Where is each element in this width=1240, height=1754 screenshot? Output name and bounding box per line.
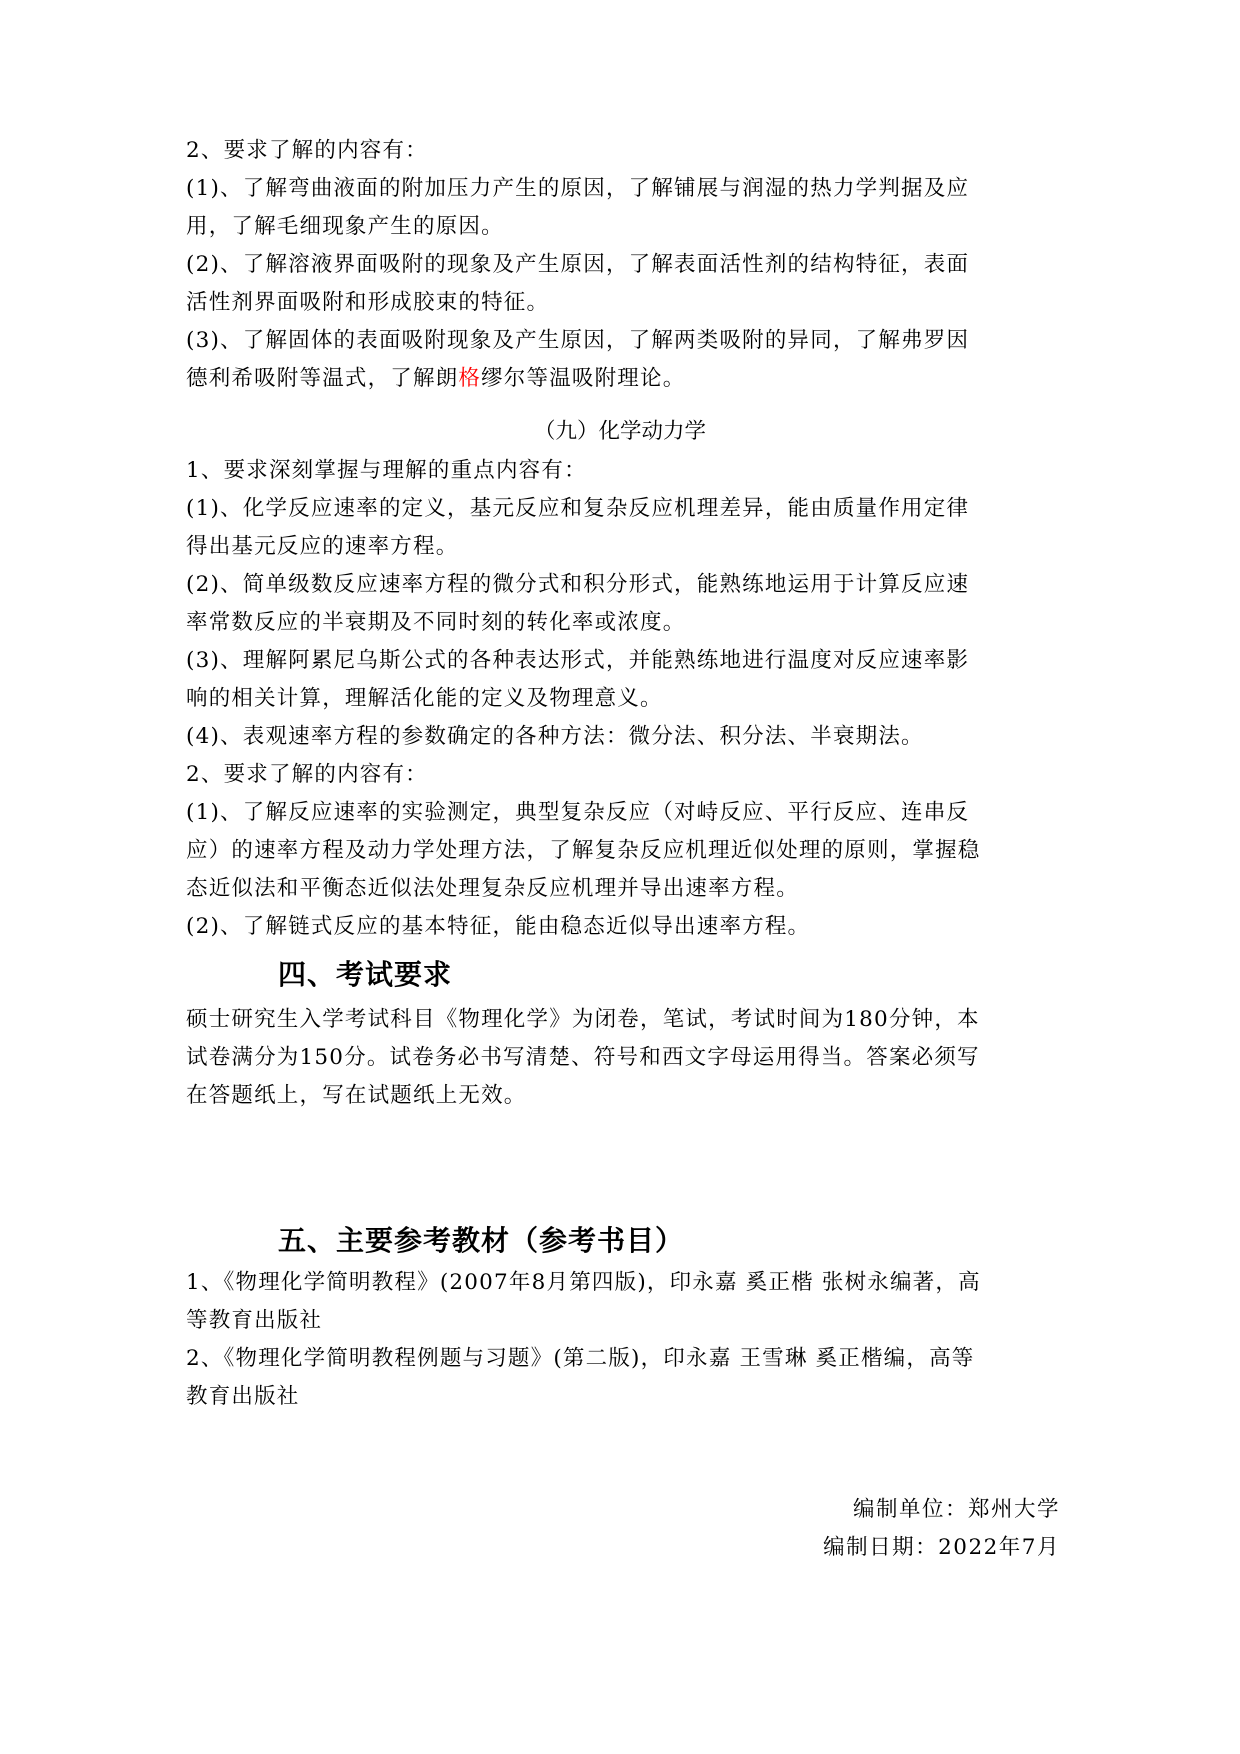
text-line: 试卷满分为150分。试卷务必书写清楚、符号和西文字母运用得当。答案必须写	[186, 1045, 980, 1070]
compiling-unit: 编制单位：郑州大学	[852, 1497, 1060, 1522]
text-line: (2)、了解链式反应的基本特征，能由稳态近似导出速率方程。	[186, 914, 811, 939]
text-line: (1)、了解反应速率的实验测定，典型复杂反应（对峙反应、平行反应、连串反	[186, 800, 970, 825]
text-segment: 德利希吸附等温式，了解朗	[186, 366, 459, 391]
reference-item: 1、《物理化学简明教程》(2007年8月第四版)，印永嘉 奚正楷 张树永编著，高	[186, 1270, 981, 1295]
section-heading: 2、要求了解的内容有：	[186, 762, 428, 787]
text-line: (1)、了解弯曲液面的附加压力产生的原因，了解铺展与润湿的热力学判据及应	[186, 176, 970, 201]
text-line: (4)、表观速率方程的参数确定的各种方法：微分法、积分法、半衰期法。	[186, 724, 924, 749]
text-line: (1)、化学反应速率的定义，基元反应和复杂反应机理差异，能由质量作用定律	[186, 496, 970, 521]
text-line: (3)、了解固体的表面吸附现象及产生原因，了解两类吸附的异同，了解弗罗因	[186, 328, 970, 353]
text-line: 活性剂界面吸附和形成胶束的特征。	[186, 290, 550, 315]
section-heading: 1、要求深刻掌握与理解的重点内容有：	[186, 458, 587, 483]
text-line: (3)、理解阿累尼乌斯公式的各种表达形式，并能熟练地进行温度对反应速率影	[186, 648, 970, 673]
highlighted-char: 格	[458, 366, 482, 391]
reference-item: 2、《物理化学简明教程例题与习题》(第二版)，印永嘉 王雪琳 奚正楷编，高等	[186, 1346, 975, 1371]
text-line: 得出基元反应的速率方程。	[186, 534, 459, 559]
text-line: (2)、简单级数反应速率方程的微分式和积分形式，能熟练地运用于计算反应速	[186, 572, 970, 597]
text-line: 在答题纸上，写在试题纸上无效。	[186, 1083, 527, 1108]
text-line: 应）的速率方程及动力学处理方法，了解复杂反应机理近似处理的原则，掌握稳	[186, 838, 981, 863]
section-title-references: 五、主要参考教材（参考书目）	[278, 1224, 685, 1257]
text-line: 响的相关计算，理解活化能的定义及物理意义。	[186, 686, 663, 711]
text-line: 用，了解毛细现象产生的原因。	[186, 214, 504, 239]
text-line: 硕士研究生入学考试科目《物理化学》为闭卷，笔试，考试时间为180分钟，本	[186, 1007, 980, 1032]
reference-item: 等教育出版社	[186, 1308, 323, 1333]
chapter-title: （九）化学动力学	[533, 419, 706, 444]
text-line: 态近似法和平衡态近似法处理复杂反应机理并导出速率方程。	[186, 876, 799, 901]
text-line	[186, 365, 685, 393]
reference-item: 教育出版社	[186, 1384, 300, 1409]
text-line: (2)、了解溶液界面吸附的现象及产生原因，了解表面活性剂的结构特征，表面	[186, 252, 970, 277]
section-title-exam: 四、考试要求	[278, 958, 453, 991]
section-heading: 2、要求了解的内容有：	[186, 138, 428, 163]
compiling-date: 编制日期：2022年7月	[823, 1535, 1060, 1560]
text-segment: 缪尔等温吸附理论。	[481, 366, 686, 391]
text-line: 率常数反应的半衰期及不同时刻的转化率或浓度。	[186, 610, 686, 635]
